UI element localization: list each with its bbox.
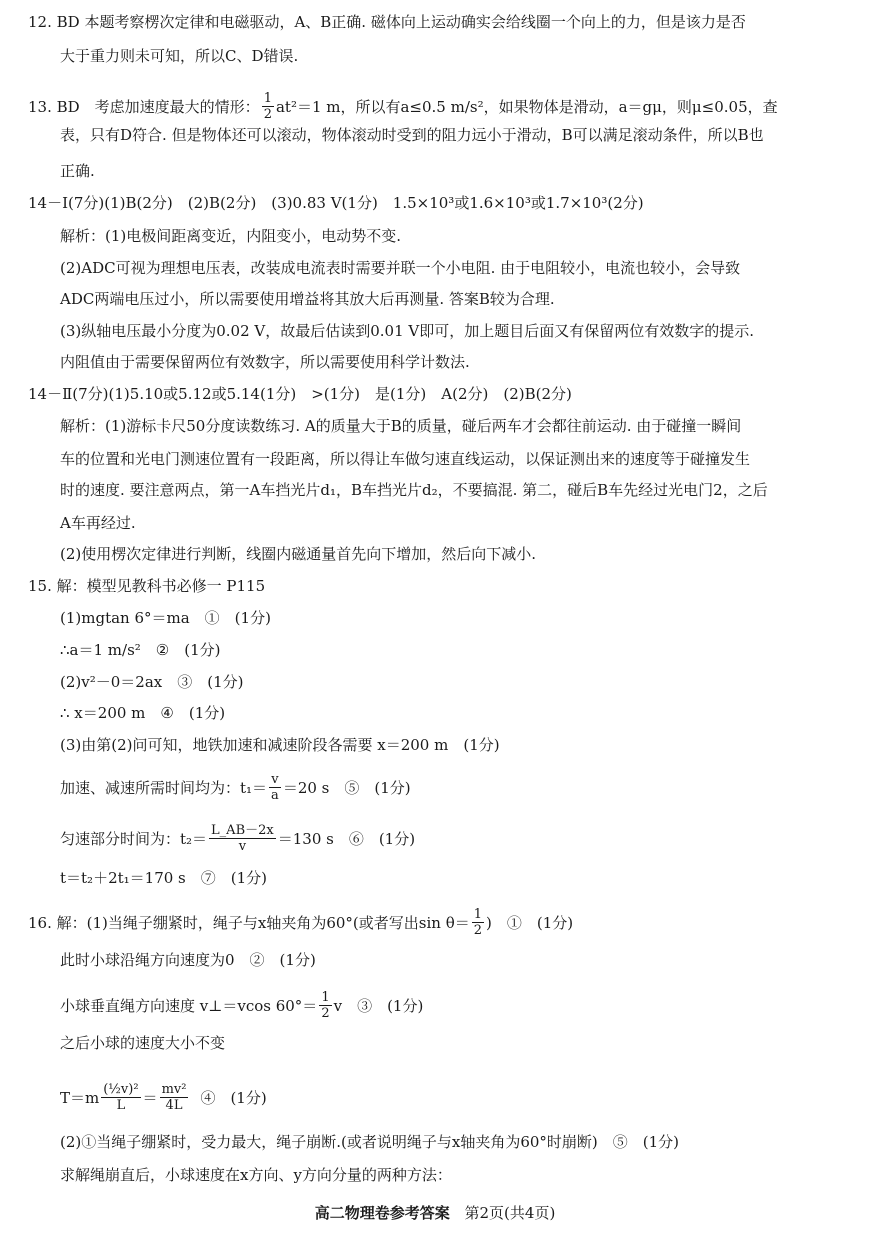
line-text: 此时小球沿绳方向速度为0 ② (1分)	[60, 951, 316, 969]
text-line	[0, 321, 870, 343]
line-text: ∴a＝1 m/s² ② (1分)	[60, 641, 221, 659]
line-text: 解析：(1)游标卡尺50分度读数练习. A的质量大于B的质量，碰后两车才会都往前运动. 由于碰撞一瞬间	[60, 417, 742, 435]
formula-line: 13. BD 考虑加速度最大的情形： $\frac{1}{2}$ at²＝1 m，所以有a≤0.5 m/s²，如果物体是滑动，a＝gμ，则μ≤0.05，查	[28, 91, 778, 122]
text-line	[0, 258, 870, 280]
fraction: $\frac{1}{2}$	[321, 990, 330, 1021]
text-line	[0, 1033, 870, 1055]
text-line	[0, 12, 870, 34]
text-line	[0, 608, 870, 630]
text-line	[0, 449, 870, 471]
text-line	[0, 480, 870, 502]
line-text: (1)mgtan 6°＝ma ① (1分)	[60, 609, 271, 627]
line-text: (3)纵轴电压最小分度为0.02 V，故最后估读到0.01 V即可，加上题目后面又有保留两位有效数字的提示.	[60, 322, 755, 340]
line-text: 时的速度. 要注意两点，第一A车挡光片d₁，B车挡光片d₂，不要搞混. 第二，碰后B车先经过光电门2，之后	[60, 481, 768, 499]
line-text: (2)v²－0＝2ax ③ (1分)	[60, 673, 244, 691]
text-line	[0, 735, 870, 757]
line-text: 14－Ⅱ(7分)(1)5.10或5.12或5.14(1分) >(1分) 是(1分) A(2分) (2)B(2分)	[28, 385, 572, 403]
line-text: 求解绳崩直后，小球速度在x方向、y方向分量的两种方法：	[60, 1166, 452, 1184]
line-text: 15. 解：模型见教科书必修一 P115	[28, 577, 266, 595]
line-text: 表，只有D符合. 但是物体还可以滚动，物体滚动时受到的阻力远小于滑动，B可以满足滚动条件，所以B也	[60, 126, 764, 144]
text-line	[0, 226, 870, 248]
line-text: 车的位置和光电门测速位置有一段距离，所以得让车做匀速直线运动，以保证测出来的速度等于碰撞发生	[60, 450, 751, 468]
fraction: $\frac{\text{mv²}}{4L}$	[161, 1082, 187, 1113]
text-line	[0, 352, 870, 374]
line-text: 大于重力则未可知，所以C、D错误.	[60, 47, 299, 65]
fraction: $\frac{1}{2}$	[473, 907, 483, 938]
line-text: (2)使用楞次定律进行判断，线圈内磁通量首先向下增加，然后向下减小.	[60, 545, 537, 563]
fraction: $\frac{L\_AB-2x}{v}$	[211, 823, 274, 854]
formula-line: 16. 解：(1)当绳子绷紧时，绳子与x轴夹角为60°(或者写出sin θ＝ $\frac{1}{2}$ ) ① (1分)	[28, 907, 574, 938]
text-line	[0, 703, 870, 725]
formula-line: T＝m $\frac{\text{(½v)²}}{L}$ ＝ $\frac{\text{mv²}}{4L}$ ④ (1分)	[60, 1082, 267, 1113]
line-text: 内阻值由于需要保留两位有效数字，所以需要使用科学计数法.	[60, 353, 470, 371]
text-line	[0, 950, 870, 972]
line-text: (2)①当绳子绷紧时，受力最大，绳子崩断.(或者说明绳子与x轴夹角为60°时崩断) ⑤ (1分)	[60, 1133, 680, 1151]
line-text: A车再经过.	[60, 514, 136, 532]
fraction: $\frac{\text{(½v)²}}{L}$	[103, 1082, 139, 1113]
footer-page-number: 第2页(共4页)	[464, 1204, 556, 1222]
line-text: 正确.	[60, 162, 95, 180]
line-text: 12. BD 本题考察楞次定律和电磁驱动，A、B正确. 磁体向上运动确实会给线圈一个向上的力，但是该力是否	[28, 13, 746, 31]
line-text: ADC两端电压过小，所以需要使用增益将其放大后再测量. 答案B较为合理.	[60, 290, 555, 308]
text-line	[0, 544, 870, 566]
text-line	[0, 1165, 870, 1187]
page-footer	[0, 1202, 870, 1223]
text-line	[0, 868, 870, 890]
text-line	[0, 46, 870, 68]
text-line	[0, 576, 870, 598]
fraction: $\frac{1}{2}$	[263, 91, 272, 122]
text-line	[0, 1132, 870, 1154]
line-text: t＝t₂＋2t₁＝170 s ⑦ (1分)	[60, 869, 267, 887]
text-line	[0, 161, 870, 183]
text-line	[0, 193, 870, 215]
line-text: 之后小球的速度大小不变	[60, 1034, 226, 1052]
line-text: (2)ADC可视为理想电压表，改装成电流表时需要并联一个小电阻. 由于电阻较小，电流也较小，会导致	[60, 259, 741, 277]
formula-line: 加速、减速所需时间均为：t₁＝ $\frac{v}{a}$ ＝20 s ⑤ (1分)	[60, 772, 411, 803]
line-text: ∴ x＝200 m ④ (1分)	[60, 704, 226, 722]
text-line	[0, 125, 870, 147]
line-text: 解析：(1)电极间距离变近，内阻变小，电动势不变.	[60, 227, 402, 245]
text-line	[0, 513, 870, 535]
fraction: $\frac{v}{a}$	[271, 772, 279, 803]
text-line	[0, 640, 870, 662]
formula-line: 小球垂直绳方向速度 v⊥＝vcos 60°＝ $\frac{1}{2}$ v ③ (1分)	[60, 990, 424, 1021]
formula-line: 匀速部分时间为：t₂＝ $\frac{L\_AB-2x}{v}$ ＝130 s ⑥ (1分)	[60, 823, 416, 854]
line-text: (3)由第(2)问可知，地铁加速和减速阶段各需要 x＝200 m (1分)	[60, 736, 500, 754]
text-line	[0, 416, 870, 438]
footer-title: 高二物理卷参考答案	[314, 1204, 450, 1222]
text-line	[0, 384, 870, 406]
text-line	[0, 289, 870, 311]
text-line	[0, 672, 870, 694]
line-text: 14－Ⅰ(7分)(1)B(2分) (2)B(2分) (3)0.83 V(1分) 1.5×10³或1.6×10³或1.7×10³(2分)	[28, 194, 644, 212]
